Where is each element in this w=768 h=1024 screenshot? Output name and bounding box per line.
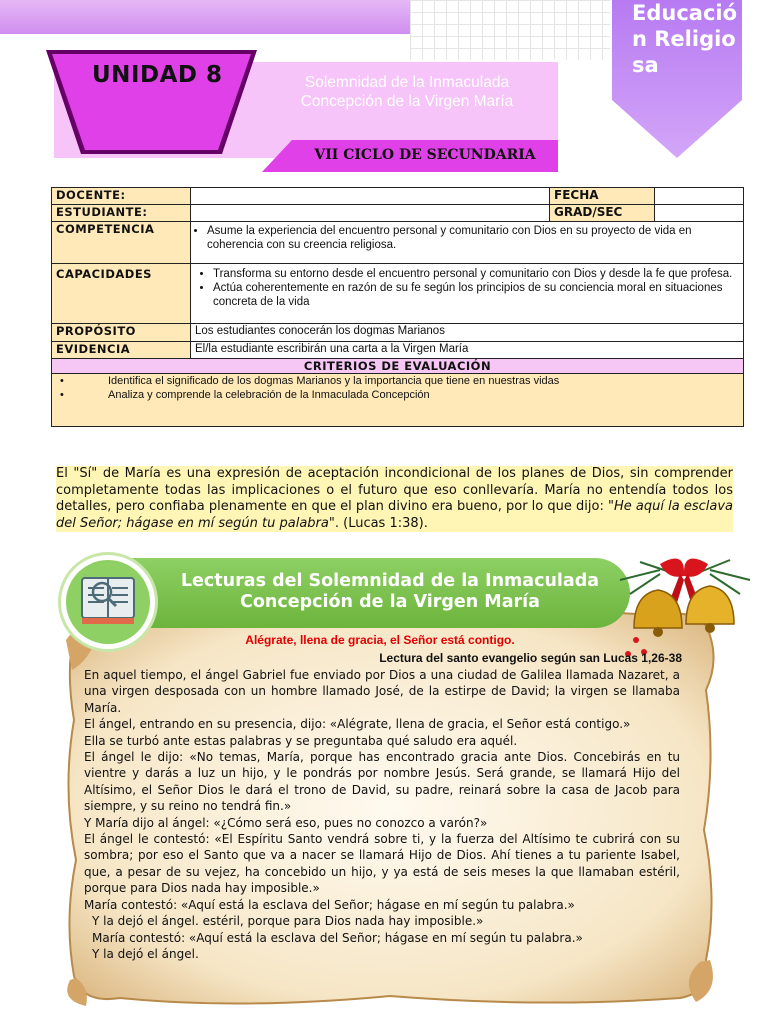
gradsec-field[interactable] [655,205,744,222]
fecha-field[interactable] [655,188,744,205]
unit-label [92,62,232,88]
proposito-value: Los estudiantes conocerán los dogmas Marianos [191,324,744,342]
capacidad-item: • Actúa coherentemente en razón de su fe según los principios de su conciencia moral en situaciones concreta de la vida [213,281,739,309]
reading-paragraph: El ángel le contestó: «El Espíritu Santo vendrá sobre ti, y la fuerza del Altísimo te cubrirá con su sombra; por eso el Santo que va a nacer se llamará Hijo de Dios. Ahí tienes a tu pariente Isabel, que, a pesar de su vejez, ha concebido un hijo, y ya está de seis meses la que llamaban estéril, porque para Dios nada hay imposible.» [84,832,680,896]
reading-paragraph: El ángel, entrando en su presencia, dijo: «Alégrate, llena de gracia, el Señor está contigo.» [84,717,631,732]
reading-paragraph: María contestó: «Aquí está la esclava del Señor; hágase en mí según tu palabra.» [92,930,583,945]
intro-citation: ". (Lucas 1:38). [328,515,428,531]
gospel-reference: Lectura del santo evangelio según san Lucas 1,26-38 [379,651,682,665]
reading-paragraph: Y la dejó el ángel. estéril, porque para Dios nada hay imposible.» [92,914,484,929]
top-decorative-stripe [0,0,410,34]
reading-paragraph: María contestó: «Aquí está la esclava del Señor; hágase en mí según tu palabra.» [84,897,575,912]
competencia-label: COMPETENCIA [52,222,191,264]
bullet-icon: • [60,389,64,401]
docente-field[interactable] [191,188,550,205]
criterio-text: Identifica el significado de los dogmas Marianos y la importancia que tiene en nuestras vidas [108,375,560,387]
criterios-cell [52,374,744,427]
reading-paragraph: Y la dejó el ángel. [92,946,199,961]
capacidades-label: CAPACIDADES [52,264,191,324]
unit-word: UNIDAD [92,62,198,88]
antiphon-text: Alégrate, llena de gracia, el Señor está contigo. [245,633,515,647]
cycle-label: VII CICLO DE SECUNDARIA [314,147,536,163]
reading-paragraph: Ella se turbó ante estas palabras y se preguntaba qué saludo era aquél. [84,733,518,748]
criterios-header: CRITERIOS DE EVALUACIÓN [52,359,744,374]
criterio-row [56,388,739,402]
competencia-item: • Asume la experiencia del encuentro personal y comunitario con Dios en su proyecto de vida en coherencia con su creencia religiosa. [207,224,739,252]
reading-paragraph: En aquel tiempo, el ángel Gabriel fue enviado por Dios a una ciudad de Galilea llamada Nazaret, a una virgen desposada con un hombre llamado José, de la estirpe de David; la virgen se llamaba María. [84,668,680,715]
unit-title: Solemnidad de la Inmaculada Concepción de la Virgen María [300,74,514,110]
evidencia-value: El/la estudiante escribirán una carta a la Virgen María [191,342,744,359]
fecha-label: FECHA [550,188,655,205]
criterio-row [56,374,739,388]
capacidades-cell [191,264,744,324]
bullet-icon: • [60,375,64,387]
estudiante-label: ESTUDIANTE: [52,205,191,222]
session-info-table [51,187,744,427]
grid-background [410,0,610,60]
reading-paragraph: Y María dijo al ángel: «¿Cómo será eso, pues no conozco a varón?» [84,815,488,830]
docente-label: DOCENTE: [52,188,191,205]
christmas-bells-icon [600,550,768,665]
criterio-text: Analiza y comprende la celebración de la Inmaculada Concepción [108,389,430,401]
evidencia-label: EVIDENCIA [52,342,191,359]
gospel-reading [84,667,680,962]
intro-paragraph [56,466,733,532]
gradsec-label: GRAD/SEC [550,205,655,222]
estudiante-field[interactable] [191,205,550,222]
proposito-label: PROPÓSITO [52,324,191,342]
intro-text: El "Sí" de María es una expresión de aceptación incondicional de los planes de Dios, sin comprender completamente todas las implicaciones o el futuro que eso conllevaría. María no entendía todos los detalles, pero confiaba plenamente en que el plan divino era bueno, por lo que dijo: " [56,466,733,514]
subject-title: Educación Religiosa [632,1,738,77]
intro-quote: He aquí la esclava del Señor; hágase en mí según tu palabra [56,499,734,531]
competencia-cell [191,222,744,264]
open-book-icon [76,568,140,632]
reading-paragraph: El ángel le dijo: «No temas, María, porque has encontrado gracia ante Dios. Concebirás en tu vientre y darás a luz un hijo, y le pondrás por nombre Jesús. Será grande, se llamará Hijo del Altísimo, el Señor Dios le dará el trono de David, su padre, reinará sobre la casa de Jacob para siempre, y su reino no tendrá fin.» [84,750,680,814]
unit-number: 8 [205,62,223,88]
readings-title: Lecturas del Solemnidad de la Inmaculada Concepción de la Virgen María [180,571,600,612]
capacidad-item: • Transforma su entorno desde el encuentro personal y comunitario con Dios y desde la fe que profesa. [213,267,739,281]
